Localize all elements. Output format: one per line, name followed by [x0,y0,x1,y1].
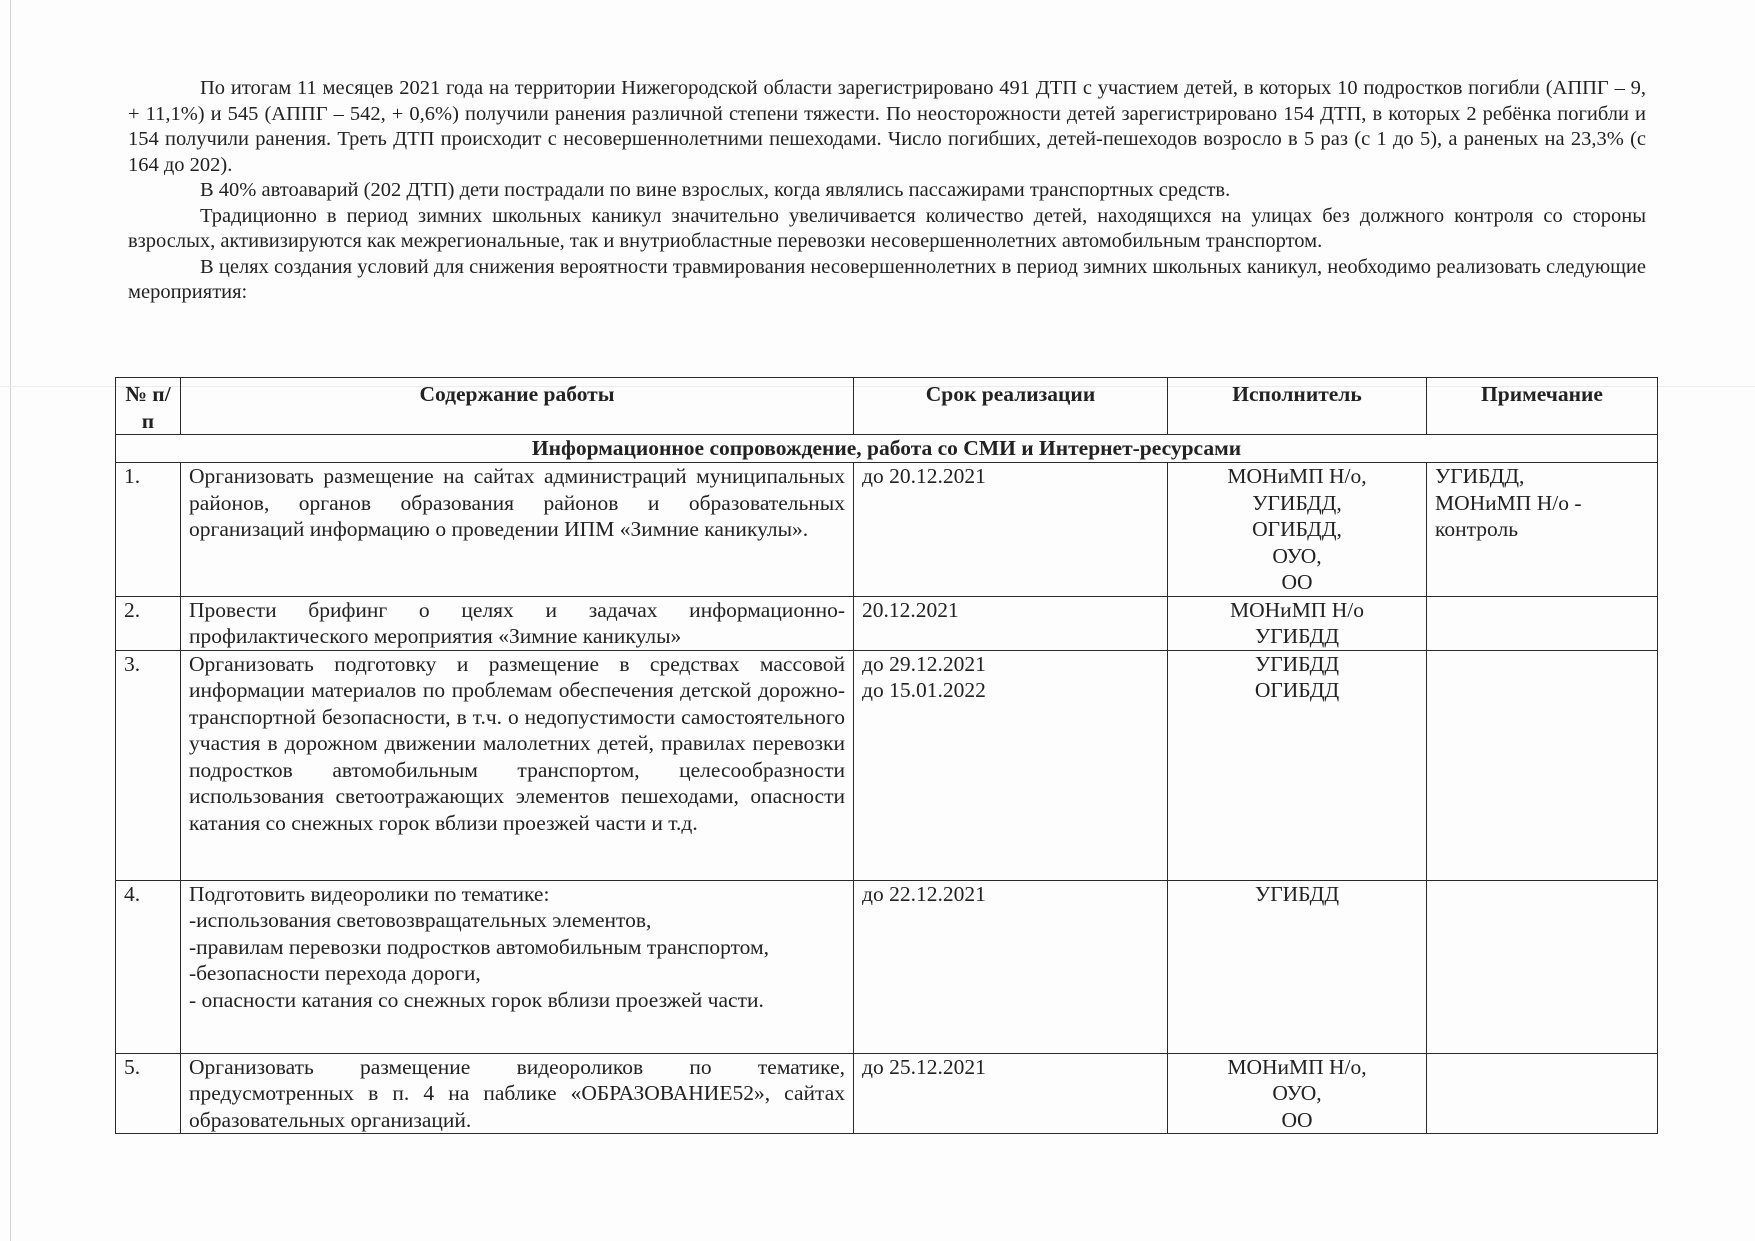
row-note-line: контроль [1435,517,1519,541]
header-num: № п/п [116,378,181,435]
row-executor-line: ОГИБДД [1254,678,1340,702]
row-executor-line: ОУО, [1272,1081,1322,1105]
row-deadline-line: до 22.12.2021 [862,881,986,906]
header-deadline: Срок реализации [854,378,1168,435]
row-deadline-line: до 15.01.2022 [862,678,986,702]
row-executor-line: ОГИБДД, [1252,517,1342,541]
row-executor [1168,880,1427,1053]
row-note-line: МОНиМП Н/о - [1435,490,1582,515]
row-deadline [854,880,1168,1053]
row-number: 4. [116,880,181,1053]
row-note-line: УГИБДД, [1435,464,1525,488]
row-executor-line: УГИБДД [1254,881,1340,906]
header-executor: Исполнитель [1168,378,1427,435]
row-content-line: -безопасности перехода дороги, [189,961,481,985]
row-number: 5. [116,1053,181,1134]
measures-table [115,377,1658,1134]
row-executor-line: МОНиМП Н/о [1230,597,1364,622]
row-deadline-line: до 20.12.2021 [862,464,986,488]
row-number: 2. [116,596,181,650]
intro-text [128,76,1646,306]
row-content [181,596,854,650]
row-content-line: Организовать размещение видеороликов по тематике, предусмотренных в п. 4 на паблике «ОБРАЗОВАНИЕ52», сайтах образовательных организаций. [189,1054,845,1132]
row-executor [1168,650,1427,880]
row-executor [1168,596,1427,650]
row-executor-line: МОНиМП Н/о, [1227,1054,1367,1079]
row-content [181,463,854,597]
row-note [1427,880,1658,1053]
row-content-line: - опасности катания со снежных горок вблизи проезжей части. [189,987,764,1012]
table-row [116,880,1658,1053]
scan-edge-line [10,0,11,1241]
row-executor-line: УГИБДД [1254,624,1340,648]
row-note [1427,596,1658,650]
row-deadline [854,1053,1168,1134]
header-note: Примечание [1427,378,1658,435]
row-deadline [854,596,1168,650]
intro-paragraph-4: В целях создания условий для снижения вероятности травмирования несовершеннолетних в период зимних школьных каникул, необходимо реализовать следующие мероприятия: [128,255,1646,303]
table-row [116,463,1658,597]
header-content: Содержание работы [181,378,854,435]
row-content-line: Организовать размещение на сайтах администраций муниципальных районов, органов образования районов и образовательных организаций информацию о проведении ИПМ «Зимние каникулы». [189,464,845,541]
table-header-row [116,378,1658,435]
row-number: 1. [116,463,181,597]
row-executor-line: ОО [1281,570,1313,594]
table-row [116,596,1658,650]
row-executor-line: ОУО, [1272,543,1322,568]
row-content-line: -правилам перевозки подростков автомобильным транспортом, [189,934,769,959]
section-title: Информационное сопровождение, работа со СМИ и Интернет-ресурсами [116,435,1658,463]
row-content-line: Подготовить видеоролики по тематике: [189,881,550,906]
section-row [116,435,1658,463]
row-note [1427,463,1658,597]
table-row [116,650,1658,880]
row-content [181,880,854,1053]
row-content-line: Провести брифинг о целях и задачах информационно-профилактического мероприятия «Зимние каникулы» [189,597,845,648]
row-deadline-line: до 29.12.2021 [862,651,986,676]
row-deadline [854,463,1168,597]
row-executor-line: МОНиМП Н/о, [1227,464,1367,488]
row-content [181,650,854,880]
row-executor-line: УГИБДД [1254,651,1340,676]
row-deadline-line: 20.12.2021 [862,597,959,622]
row-executor-line: ОО [1281,1107,1313,1132]
row-note [1427,1053,1658,1134]
row-content-line: -использования световозвращательных элементов, [189,908,652,932]
intro-paragraph-1: По итогам 11 месяцев 2021 года на территории Нижегородской области зарегистрировано 491 ДТП с участием детей, в которых 10 подростков погибли (АППГ – 9, + 11,1%) и 545 (АППГ – 542, + 0,6%) получили ранения различной степени тяжести. По неосторожности детей зарегистрировано 154 ДТП, в которых 2 ребёнка погибли и 154 получили ранения. Треть ДТП происходит с несовершеннолетними пешеходами. Число погибших, детей-пешеходов возросло в 5 раз (с 1 до 5), а раненых на 23,3% (с 164 до 202). [128,77,1646,176]
row-deadline-line: до 25.12.2021 [862,1054,986,1079]
row-executor [1168,463,1427,597]
row-executor [1168,1053,1427,1134]
row-content-line: Организовать подготовку и размещение в средствах массовой информации материалов по проблемам обеспечения детской дорожно-транспортной безопасности, в т.ч. о недопустимости самостоятельного участия в дорожном движении малолетних детей, правилах перевозки подростков автомобильным транспортом, целесообразности использования светоотражающих элементов пешеходами, опасности катания со снежных горок вблизи проезжей части и т.д. [189,651,845,835]
row-deadline [854,650,1168,880]
table-row [116,1053,1658,1134]
row-content [181,1053,854,1134]
row-note [1427,650,1658,880]
intro-paragraph-2: В 40% автоаварий (202 ДТП) дети пострадали по вине взрослых, когда являлись пассажирами транспортных средств. [200,179,1231,201]
intro-paragraph-3: Традиционно в период зимних школьных каникул значительно увеличивается количество детей, находящихся на улицах без должного контроля со стороны взрослых, активизируются как межрегиональные, так и внутриобластные перевозки несовершеннолетних автомобильным транспортом. [128,204,1646,252]
row-executor-line: УГИБДД, [1252,490,1342,515]
row-number: 3. [116,650,181,880]
